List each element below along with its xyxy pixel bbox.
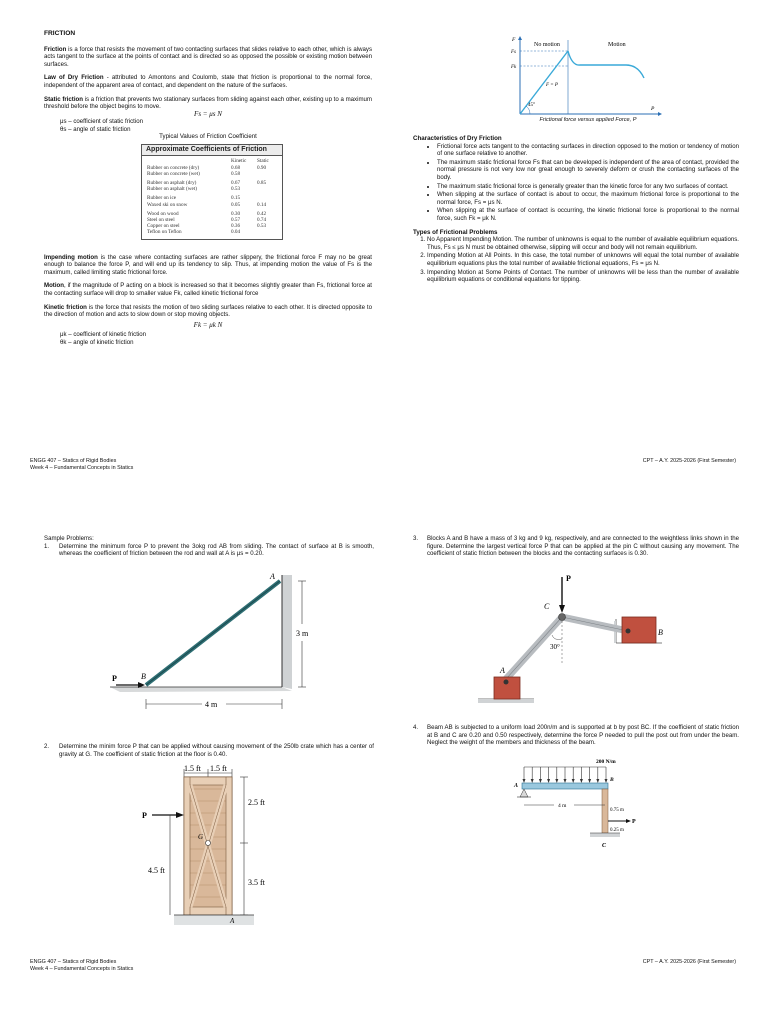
problem-type-item: 3. Impending Motion at Some Points of Contact. The number of unknowns will be less than the number of available equilibrium equations or conditional equations for tipping. xyxy=(427,269,739,284)
characteristic-item: • The maximum static frictional force Fs that can be developed is independent of the area of contact, provided the normal pressure is not very low nor great enough to severely deform or crush the contacting surfaces of the body. xyxy=(437,159,739,182)
load-arrow-head xyxy=(564,779,567,783)
motion-text: , if the magnitude of P acting on a block is increased so that it becomes slightly greater than Fs, frictional force at the contacting surface will drop to smaller value Fk, called kinetic frictional force xyxy=(44,282,372,297)
impending-definition xyxy=(44,254,372,277)
mu-s-definition: μs – coefficient of static friction xyxy=(60,118,143,126)
table-cell-kinetic: 0.04 xyxy=(231,229,241,236)
fig1-label-p: P xyxy=(112,674,117,683)
page1-right-column xyxy=(413,135,739,285)
problem-4-text: Beam AB is subjected to a uniform load 200n/m and is supported at b by post BC. If the coefficient of static friction at B and C are 0.20 and 0.50 respectively, determine the force P needed to pull the post out from under the beam. Neglect the weight of the members and thickness of the beam. xyxy=(427,724,739,747)
sample-heading: Sample Problems: xyxy=(44,535,94,542)
fig1-label-b: B xyxy=(141,672,146,681)
fig2-dim-d: 4.5 ft xyxy=(148,866,165,875)
footer-week: Week 4 – Fundamental Concepts in Statics xyxy=(30,464,134,471)
table-cell-material: Rubber on concrete (wet) xyxy=(147,170,200,177)
table-cell-material: Teflon on Teflon xyxy=(147,229,182,236)
table-cell-material: Wood on wood xyxy=(147,210,179,217)
table-caption: Typical Values of Friction Coefficient xyxy=(159,132,257,140)
page2-left-column xyxy=(44,535,374,558)
fig4-dim-span: 4 m xyxy=(558,803,567,809)
characteristic-item: • When slipping at the surface of contact is occurring, the kinetic frictional force is proportional to the normal force, such Fk = μk N. xyxy=(437,207,739,222)
characteristics-heading: Characteristics of Dry Friction xyxy=(413,135,502,142)
table-cell-material: Rubber on asphalt (dry) xyxy=(147,179,197,186)
column-header-static: Static xyxy=(257,158,269,165)
motion-term: Motion xyxy=(44,282,64,290)
table-cell-kinetic: 0.53 xyxy=(231,186,241,193)
fig4-dim-b: 0.25 m xyxy=(610,828,624,833)
table-cell-kinetic: 0.15 xyxy=(231,195,241,202)
page2-footer-right xyxy=(643,959,736,966)
page-title: FRICTION xyxy=(44,30,76,37)
distributed-load-arrows xyxy=(523,767,608,783)
graph-label-fs: Fs xyxy=(511,50,516,55)
footer-week: Week 4 – Fundamental Concepts in Statics xyxy=(30,965,134,972)
load-arrow-head xyxy=(588,779,591,783)
graph-label-motion: Motion xyxy=(608,42,626,48)
law-text: - attributed to Amontons and Coulomb, state that friction is proportional to the normal force, independent of the apparent area of contact, and dependent on the nature of the surfaces. xyxy=(44,74,372,89)
table-cell-material: Copper on steel xyxy=(147,223,180,230)
characteristics-list xyxy=(413,143,739,223)
figure-rod-against-wall xyxy=(110,569,340,719)
document-page-2 xyxy=(0,519,768,1024)
fig3-label-angle: 30° xyxy=(550,643,560,651)
figure-crate xyxy=(140,763,300,933)
fig4-label-b: B xyxy=(610,777,614,783)
figure-beam-post xyxy=(510,755,660,849)
problem-3-text: Blocks A and B have a mass of 3 kg and 9 kg, respectively, and are connected to the weightless links shown in the figure. Determine the largest vertical force P that can be applied at the pin C without causing any movement. The coefficient of static friction between the blocks and the contacting surfaces is 0.30. xyxy=(427,535,739,558)
table-cell-material: Rubber on asphalt (wet) xyxy=(147,186,197,193)
static-equation: Fs = μs N xyxy=(194,109,222,118)
problem-4 xyxy=(413,724,739,747)
table-cell-kinetic: 0.57 xyxy=(231,216,241,223)
law-definition xyxy=(44,74,372,89)
fig1-dim-width: 4 m xyxy=(205,700,218,709)
table-cell-static: 0.85 xyxy=(257,179,267,186)
document-page-1 xyxy=(0,0,768,505)
table-cell-kinetic: 0.58 xyxy=(231,170,241,177)
characteristic-item: • The maximum static frictional force is generally greater than the kinetic force for any two surfaces of contact. xyxy=(437,183,739,191)
table-cell-static: 0.42 xyxy=(257,210,267,217)
theta-k-definition: θk – angle of kinetic friction xyxy=(60,338,134,346)
static-text: is a friction that prevents two stationary surfaces from sliding against each other, existing up to a maximum threshold before the object begins to move. xyxy=(44,95,372,111)
kinetic-definition xyxy=(44,304,372,319)
fig2-dim-c: 2.5 ft xyxy=(248,798,265,807)
footer-course: ENGG 407 – Statics of Rigid Bodies xyxy=(30,959,117,965)
load-arrow-head xyxy=(580,779,583,783)
fig2-label-g: G xyxy=(198,833,204,841)
table-cell-static xyxy=(257,186,277,192)
load-arrow-head xyxy=(596,779,599,783)
fig2-label-p: P xyxy=(142,811,147,820)
table-cell-kinetic: 0.05 xyxy=(231,201,241,208)
problem-2-number: 2. xyxy=(44,743,50,750)
fig2-dim-b: 1.5 ft xyxy=(210,764,227,773)
load-arrow-head xyxy=(555,779,558,783)
table-cell-kinetic: 0.68 xyxy=(231,164,241,171)
fig2-label-a: A xyxy=(230,917,235,925)
impending-term: Impending motion xyxy=(44,253,98,261)
page-separator xyxy=(0,505,768,519)
motion-definition xyxy=(44,282,372,297)
problem-3 xyxy=(413,535,739,558)
coefficient-table xyxy=(141,144,372,239)
table-cell-static xyxy=(257,229,277,235)
load-arrow-head xyxy=(531,779,534,783)
load-arrow-head xyxy=(605,779,608,783)
fig1-dim-height: 3 m xyxy=(296,629,309,638)
problem-1-text: Determine the minimum force P to prevent the 3okg rod AB from sliding. The contact of surface at B is smooth, whereas the coefficient of friction between the rod and wall at A is μs = 0.20. xyxy=(59,542,374,558)
fig1-label-a: A xyxy=(270,572,275,581)
load-arrow-head xyxy=(572,779,575,783)
page1-left-column xyxy=(44,30,372,347)
table-cell-static xyxy=(257,171,277,177)
problem-2-text: Determine the minim force P that can be applied without causing movement of the 250lb crate which has a center of gravity at G. The coefficient of static friction at the floor is 0.40. xyxy=(59,743,374,758)
mu-k-definition: μk – coefficient of kinetic friction xyxy=(60,331,147,339)
table-row xyxy=(142,202,282,208)
problem-3-number: 3. xyxy=(413,535,419,542)
table-row xyxy=(142,186,282,192)
static-term: Static friction xyxy=(44,95,83,103)
fig4-label-c: C xyxy=(602,843,607,849)
fig4-label-load: 200 N/m xyxy=(596,759,616,765)
law-term: Law of Dry Friction xyxy=(44,74,104,82)
problem-4-number: 4. xyxy=(413,724,419,731)
fig3-label-c: C xyxy=(544,602,550,611)
graph-caption: Frictional force versus applied Force, P xyxy=(539,117,637,123)
fig4-dim-a: 0.75 m xyxy=(610,808,624,813)
table-cell-kinetic: 0.30 xyxy=(231,210,241,217)
friction-vs-force-graph xyxy=(508,34,668,120)
graph-label-fk: Fk xyxy=(511,65,517,70)
load-arrow-head xyxy=(523,779,526,783)
static-definition xyxy=(44,96,372,111)
theta-s-definition: θs – angle of static friction xyxy=(60,125,131,133)
graph-label-f-axis: F xyxy=(512,37,516,43)
friction-text: is a force that resists the movement of two contacting surfaces that slides relative to each other, which is always acts tangent to the surface at the points of contact and is directed so as opposed the possible or existing motion between surfaces. xyxy=(44,45,372,68)
table-cell-material: Steel on steel xyxy=(147,216,175,223)
footer-term: CPT – A.Y. 2025-2026 (First Semester) xyxy=(642,458,736,464)
table-cell-static: 0.53 xyxy=(257,223,267,230)
impending-text: is the case where contacting surfaces are rather slippery, the frictional force F may no be great enough to balance the force P, and will end up its tendency to slip. Thus, at impending motion the value of Fs is the maximum, called limiting static frictional force. xyxy=(44,253,372,276)
kinetic-term: Kinetic friction xyxy=(44,303,87,311)
page1-footer-right xyxy=(643,458,736,465)
table-cell-static: 0.90 xyxy=(257,164,267,171)
friction-term: Friction xyxy=(44,45,67,53)
table-cell-material: Waxed ski on snow xyxy=(147,201,188,208)
table-row xyxy=(142,229,282,235)
graph-label-no-motion: No motion xyxy=(534,42,560,48)
footer-course: ENGG 407 – Statics of Rigid Bodies xyxy=(30,458,117,464)
table-cell-kinetic: 0.67 xyxy=(231,179,241,186)
types-list xyxy=(413,236,739,284)
fig2-dim-a: 1.5 ft xyxy=(184,764,201,773)
fig3-label-p: P xyxy=(566,574,571,583)
table-cell-static: 0.14 xyxy=(257,201,267,208)
problem-type-item: 1. No Apparent Impending Motion. The number of unknowns is equal to the number of available equilibrium equations. Thus, Fs ≤ μs N must be obtained otherwise, slipping will occur and body will not remain equilibrium. xyxy=(427,236,739,251)
column-header-kinetic: Kinetic xyxy=(231,158,247,165)
load-arrow-head xyxy=(539,779,542,783)
fig3-label-b: B xyxy=(658,628,663,637)
table-cell-static: 0.74 xyxy=(257,216,267,223)
characteristic-item: • When slipping at the surface of contact is about to occur, the maximum frictional force is proportional to the normal force, Fs = μs N. xyxy=(437,191,739,206)
page2-footer-left xyxy=(30,959,133,972)
fig3-label-a: A xyxy=(500,666,505,675)
fig4-label-a: A xyxy=(514,783,519,789)
kinetic-equation: Fk = μk N xyxy=(193,320,223,329)
figure-linkage xyxy=(476,569,666,709)
table-cell-material: Rubber on concrete (dry) xyxy=(147,164,200,171)
characteristic-item: • Frictional force acts tangent to the contacting surfaces in direction opposed to the motion or tendency of motion of one surface relative to another. xyxy=(437,143,739,158)
problem-1-number: 1. xyxy=(44,542,50,550)
graph-label-f-equals-p: F = P xyxy=(546,83,558,88)
friction-definition xyxy=(44,46,372,69)
problem-2 xyxy=(44,743,374,758)
fig4-label-p: P xyxy=(632,819,636,825)
page1-footer-left xyxy=(30,458,133,471)
graph-label-angle: 45° xyxy=(528,103,535,108)
fig2-dim-e: 3.5 ft xyxy=(248,878,265,887)
kinetic-text: is the force that resists the motion of two sliding surfaces relative to each other. It is directed opposite to the direction of motion and acts to slow down or stop moving objects. xyxy=(44,303,372,319)
table-cell-kinetic: 0.36 xyxy=(231,223,241,230)
coefficient-table-body xyxy=(142,165,282,239)
table-row xyxy=(142,171,282,177)
table-cell-material: Rubber on ice xyxy=(147,195,177,202)
types-heading: Types of Frictional Problems xyxy=(413,228,498,236)
coefficient-table-title: Approximate Coefficients of Friction xyxy=(142,145,282,156)
footer-term: CPT – A.Y. 2025-2026 (First Semester) xyxy=(642,959,736,965)
graph-label-p-axis: P xyxy=(651,106,655,112)
problem-type-item: 2. Impending Motion at All Points. In this case, the total number of unknowns will equal the total number of available equilibrium equations plus the total number of available frictional equations, Fs = μs N. xyxy=(427,252,739,267)
load-arrow-head xyxy=(547,779,550,783)
